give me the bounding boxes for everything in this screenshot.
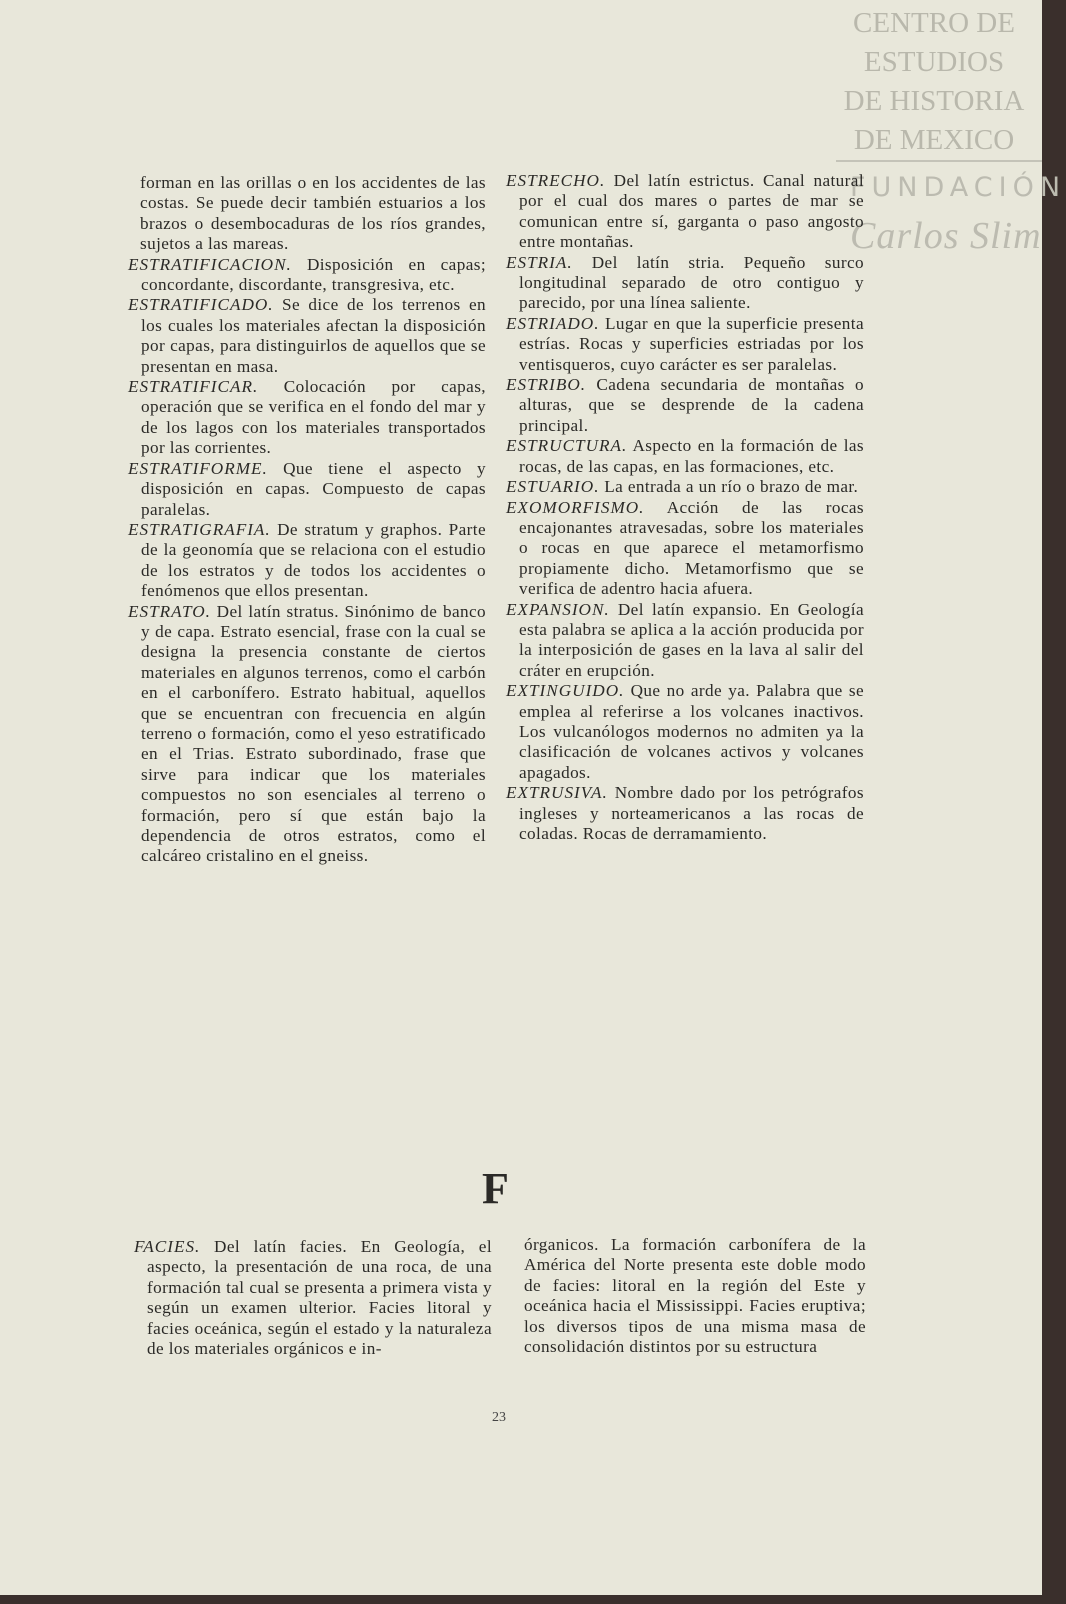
entry-text: Del latín expansio. En Geología esta palabra se aplica a la acción producida por la interposición de gases en la lava al salir del cráter en erupción. xyxy=(519,599,864,680)
entry-text: Del latín stria. Pequeño surco longitudinal separado de otro contiguo y parecido, por una línea saliente. xyxy=(519,252,865,313)
watermark-line: ESTUDIOS xyxy=(863,46,1005,78)
entry-term: EXTRUSIVA. xyxy=(506,783,608,803)
entry-term: ESTRATIFICAR. xyxy=(128,377,259,397)
dictionary-entry xyxy=(506,783,864,844)
entry-text: Del latín facies. En Geología, el aspecto, la presentación de una roca, de una formación tal cual se presenta a primera vista y según un examen ulterior. Facies litoral y facies oceánica, según el estado y la naturaleza de los materiales orgánicos e in- xyxy=(147,1237,492,1359)
entry-text: Colocación por capas, operación que se verifica en el fondo del mar y de los lagos con los materiales transportados por las corrientes. xyxy=(141,377,486,458)
entry-term: ESTRATIGRAFIA. xyxy=(128,519,271,539)
dictionary-entry xyxy=(506,253,864,314)
entry-term: FACIES. xyxy=(134,1237,201,1256)
dictionary-entry xyxy=(128,377,486,459)
entry-text: Del latín estrictus. Canal natural por el cual dos mares o partes de mar se comunican entre sí, garganta o paso angosto entre montañas. xyxy=(519,171,864,252)
watermark-signature: Carlos Slim xyxy=(850,215,1042,257)
entry-term: ESTRATIFICADO. xyxy=(128,295,274,315)
entry-text: Disposición en capas; concordante, discordante, transgresiva, etc. xyxy=(141,254,486,295)
entry-text: Se dice de los terrenos en los cuales los materiales afectan la disposición por capas, para distinguirlos de aquellos que se presentan en masa. xyxy=(141,295,486,376)
entry-text: Del latín stratus. Sinónimo de banco y de capa. Estrato esencial, frase con la cual se designa la presencia constante de ciertos materiales en algunos terrenos, como el carbón en el carbonífero. Estrato habitual, aquellos que se encuentran con frecuencia en algún terreno o formación, como el yeso estratificado en el Trias. Estrato subordinado, frase que sirve para indicar que los materiales compuestos no son esenciales al terreno o formación, pero sí que están bajo la dependencia de otros estratos, como el calcáreo cristalino en el gneiss. xyxy=(141,601,486,866)
dictionary-entry xyxy=(506,498,864,600)
dictionary-entry xyxy=(506,600,864,682)
watermark-divider xyxy=(836,160,1042,162)
dictionary-entry xyxy=(506,314,864,375)
entry-term: ESTRIADO. xyxy=(506,313,600,333)
dictionary-entry xyxy=(128,459,486,520)
dictionary-entry xyxy=(506,681,864,783)
entry-term: ESTRUCTURA. xyxy=(506,436,628,456)
entry-text: Aspecto en la formación de las rocas, de las capas, en las formaciones, etc. xyxy=(519,436,864,476)
dictionary-entry xyxy=(128,255,486,296)
dictionary-entry xyxy=(506,436,864,477)
entry-term: EXPANSION. xyxy=(506,599,610,619)
entry-text: La entrada a un río o brazo de mar. xyxy=(604,477,859,497)
right-column xyxy=(506,171,864,844)
entry-text: Nombre dado por los petrógrafos ingleses y norteamericanos a las rocas de coladas. Rocas de derramamiento. xyxy=(519,783,864,843)
entry-term: ESTRATO. xyxy=(128,601,211,621)
watermark-line: DE HISTORIA xyxy=(843,85,1025,117)
continuation-text: forman en las orillas o en los accidentes de las costas. Se puede decir también estuarios a los brazos o desembocaduras de los ríos grandes, sujetos a las mareas. xyxy=(140,173,486,254)
entry-text: De stratum y graphos. Parte de la geonomía que se relaciona con el estudio de los estratos y de todos los accidentes o fenómenos que ellos presentan. xyxy=(141,519,486,601)
entry-term: ESTRECHO. xyxy=(506,171,606,190)
f-right-column xyxy=(524,1235,866,1357)
entry-text: Que tiene el aspecto y disposición en capas. Compuesto de capas paralelas. xyxy=(141,458,486,519)
entry-text: Lugar en que la superficie presenta estrías. Rocas y superficies estriadas por los ventisqueros, cuyo carácter es ser paralelas. xyxy=(519,313,864,374)
watermark-line: CENTRO DE xyxy=(853,7,1015,39)
dictionary-entry xyxy=(134,1237,492,1359)
entry-term: EXOMORFISMO. xyxy=(506,497,645,517)
entry-term: ESTRATIFORME. xyxy=(128,458,268,478)
entry-text: Acción de las rocas encajonantes atravesadas, sobre los materiales o rocas en que aparece el metamorfismo propiamente dicho. Metamorfismo que se verifica de adentro hacia afuera. xyxy=(519,497,864,599)
watermark-line: DE MEXICO xyxy=(853,124,1015,156)
f-left-column xyxy=(134,1237,492,1359)
section-letter: F xyxy=(482,1164,509,1213)
dictionary-entry xyxy=(128,520,486,602)
dictionary-entry xyxy=(506,477,864,497)
dictionary-entry xyxy=(506,171,864,253)
dictionary-entry xyxy=(506,375,864,436)
entry-term: ESTRIBO. xyxy=(506,375,587,395)
dictionary-entry xyxy=(128,602,486,867)
dictionary-entry xyxy=(128,295,486,377)
entry-text: Que no arde ya. Palabra que se emplea al referirse a los volcanes inactivos. Los vulcanólogos modernos no admiten ya la clasificación de volcanes activos y volcanes apagados. xyxy=(519,681,864,782)
continuation-text: órganicos. La formación carbonífera de la América del Norte presenta este doble modo de facies: litoral en la región del Este y oceánica hacia el Mississippi. Facies eruptiva; los diversos tipos de una misma masa de consolidación distintos por su estructura xyxy=(524,1235,866,1357)
entry-term: EXTINGUIDO. xyxy=(506,681,625,701)
watermark-fundacion: FUNDACIÓN xyxy=(850,172,1066,203)
entry-term: ESTUARIO. xyxy=(506,477,600,497)
entry-term: ESTRIA. xyxy=(506,252,573,272)
entry-text: Cadena secundaria de montañas o alturas, que se desprende de la cadena principal. xyxy=(519,375,864,435)
page-number: 23 xyxy=(492,1410,506,1425)
entry-term: ESTRATIFICACION. xyxy=(128,254,292,274)
watermark-centro xyxy=(836,4,1032,160)
left-column xyxy=(128,173,486,867)
